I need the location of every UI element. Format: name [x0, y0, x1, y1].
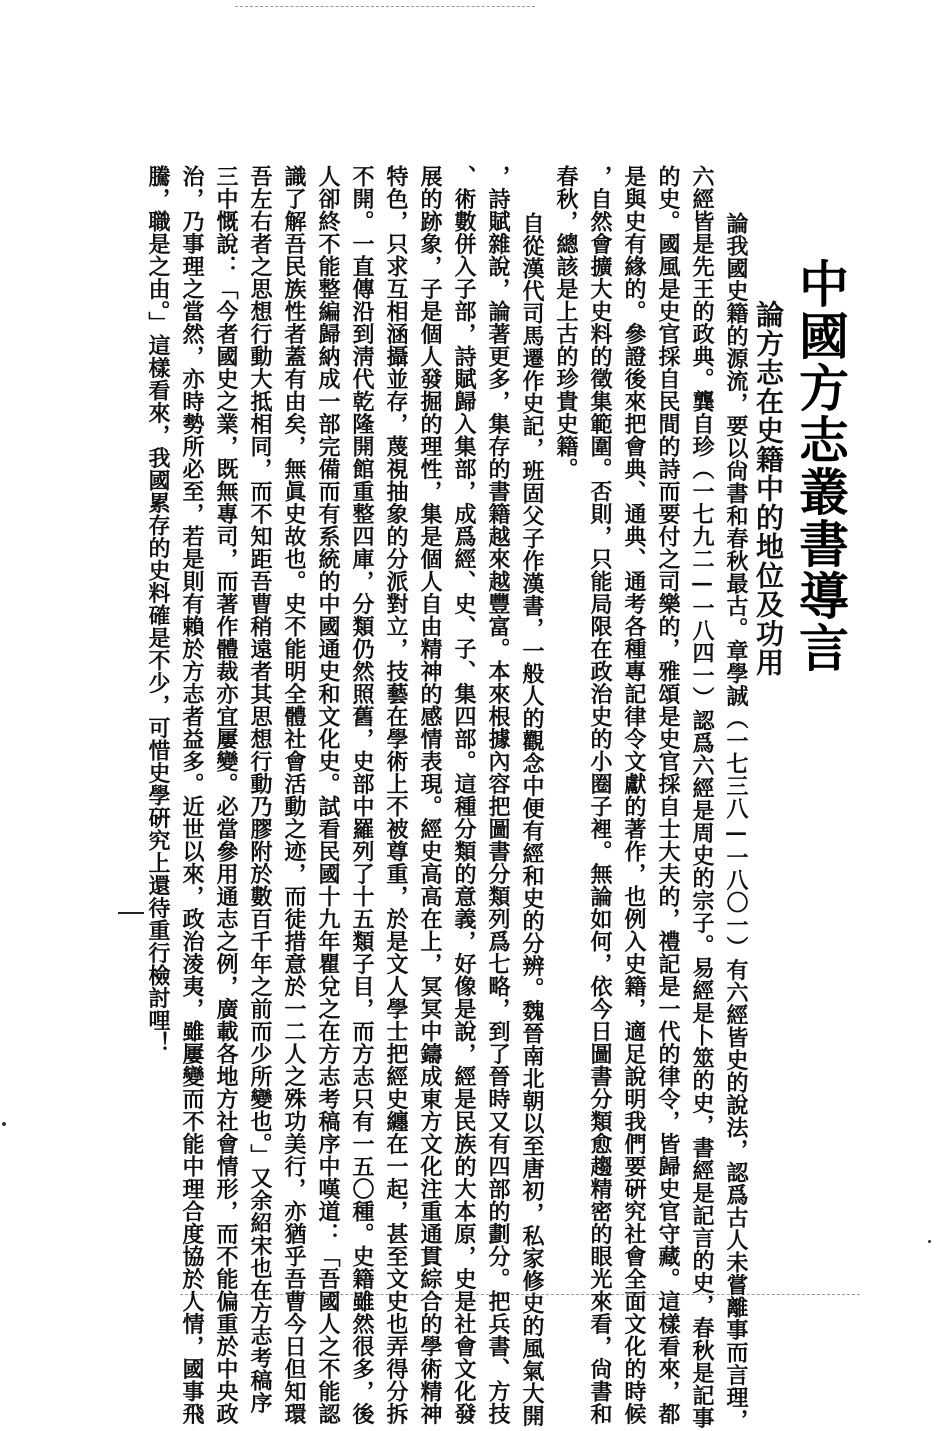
text-column-9: 、術數併入子部，詩賦歸入集部，成爲經、史、子、集四部。這種分類的意義，好像是說，經是民族的大本原，史是社會文化發	[451, 165, 477, 1425]
page-title: 中國方志叢書導言	[791, 258, 850, 674]
text-column-1: 論我國史籍的源流，要以尙書和春秋最古。章學誠（一七三八—一八〇一）有六經皆史的說法，認爲古人未嘗離事而言理，	[723, 212, 749, 1431]
text-column-6: 春秋，總該是上古的珍貴史籍。	[553, 165, 579, 480]
text-column-2: 六經皆是先王的政典。龔自珍（一七九二—一八四一）認爲六經是周史的宗子。易經是卜筮的史，書經是記言的史，春秋是記事	[689, 165, 715, 1429]
text-column-12: 不開。一直傳沿到淸代乾隆開館重整四庫，分類仍然照舊，史部中羅列了十五類子目，而方志只有一五〇種。史籍雖然很多，後	[349, 165, 375, 1425]
top-scan-artifact	[235, 6, 535, 8]
text-column-17: 治，乃事理之當然，亦時勢所必至，若是則有賴於方志者益多。近世以來，政治淩夷，雖屢變而不能中理合度協於人情，國事飛	[179, 165, 205, 1425]
text-column-10: 展的跡象，子是個人發掘的理性，集是個人自由精神的感情表現。經史高高在上，冥冥中鑄成東方文化注重通貫綜合的學術精神	[417, 165, 443, 1425]
text-column-13: 人卻終不能整編歸納成一部完備而有系統的中國通史和文化史。試看民國十九年瞿兌之在方志考稿序中嘆道：「吾國人之不能認	[315, 165, 341, 1425]
margin-dot	[2, 1122, 6, 1126]
text-column-16: 三中慨說：「今者國史之業，既無專司，而著作體裁亦宜屢變。必當參用通志之例，廣載各地方社會情形，而不能偏重於中央政	[213, 165, 239, 1425]
text-column-3: 的史。國風是史官採自民間的詩而要付之司樂的，雅頌是史官採自士大夫的，禮記是一代的律令，皆歸史官守藏。這樣看來，都	[655, 165, 681, 1425]
text-column-5: ，自然會擴大史料的徵集範圍。否則，只能局限在政治史的小圈子裡。無論如何，依今日圖書分類愈趨精密的眼光來看，尙書和	[587, 165, 613, 1425]
margin-dot	[928, 1240, 931, 1243]
text-column-15: 吾左右者之思想行動大抵相同，而不知距吾曹稍遠者其思想行動乃膠附於數百千年之前而少所變也。」又余紹宋也在方志考稿序	[247, 165, 273, 1414]
text-column-8: ，詩賦雜說，論著更多，集存的書籍越來越豐富。本來根據內容把圖書分類列爲七略，到了晉時又有四部的劃分。把兵書、方技	[485, 165, 511, 1425]
text-column-7: 自從漢代司馬遷作史記，班固父子作漢書，一般人的觀念中便有經和史的分辨。魏晉南北朝以至唐初，私家修史的風氣大開	[519, 212, 545, 1427]
text-column-14: 識了解吾民族性者蓋有由矣，無眞史故也。史不能明全體社會活動之迹，而徒措意於一二人之殊功美行，亦猶乎吾曹今日但知環	[281, 165, 307, 1425]
text-column-11: 特色，只求互相涵攝並存，蔑視抽象的分派對立，技藝在學術上不被尊重，於是文人學士把經史纏在一起，甚至文史也弄得分拆	[383, 165, 409, 1425]
text-column-4: 是與史有緣的。參證後來把會典、通典、通考各種專記律令文獻的著作，也例入史籍，適足說明我們要硏究社會全面文化的時候	[621, 165, 647, 1425]
text-column-18: 騰，職是之由。」這樣看來，我國累存的史料確是不少，可惜史學硏究上還待重行檢討哩！	[145, 165, 171, 1054]
margin-tick	[118, 912, 144, 914]
page-subtitle: 論方志在史籍中的地位及功用	[752, 300, 785, 677]
